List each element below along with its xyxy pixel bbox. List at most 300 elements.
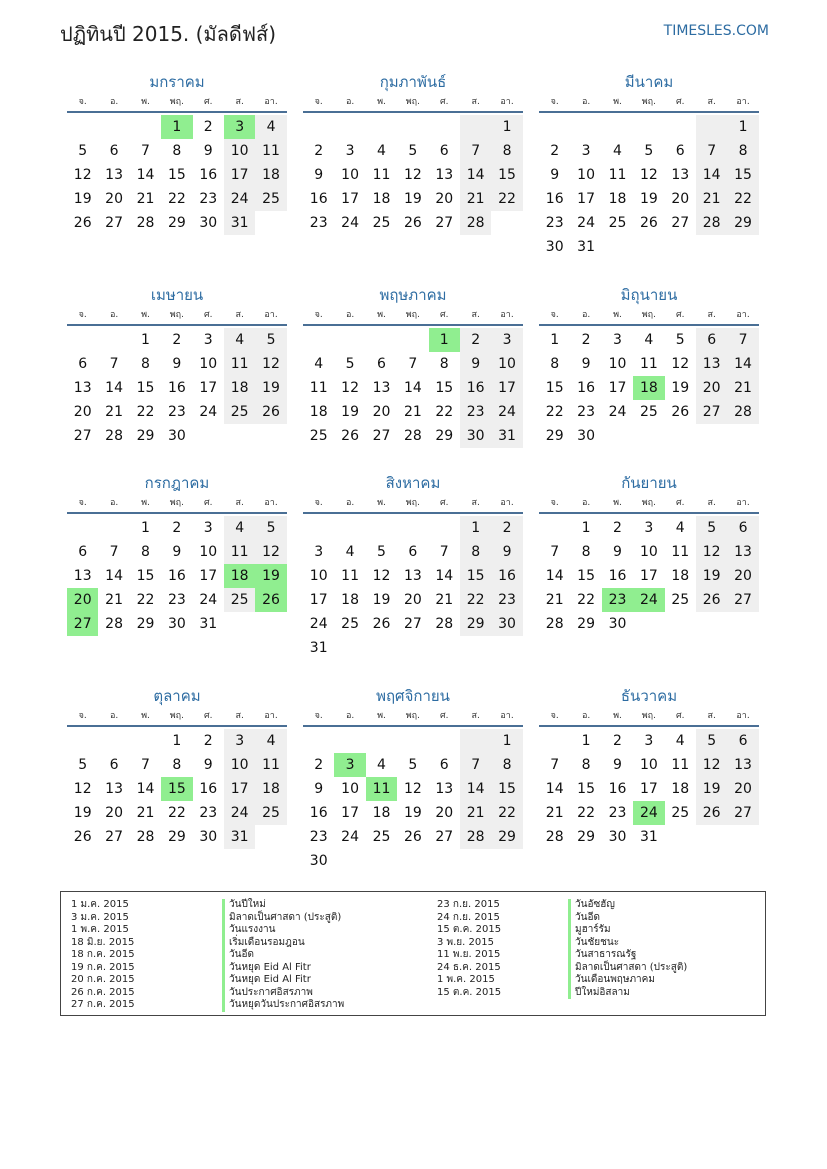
day-cell: 28 — [105, 428, 123, 444]
day-cell: 30 — [577, 428, 595, 444]
day-empty — [397, 729, 428, 753]
day-cell: 5 — [675, 332, 685, 348]
day-cell: 1 — [550, 332, 560, 348]
day-grid — [67, 328, 287, 448]
page-title: ปฏิทินปี 2015. (มัลดีฟส์) — [60, 22, 277, 46]
day-cell: 25 — [639, 404, 658, 420]
day-cell: 17 — [199, 568, 218, 584]
weekday-label: พ. — [377, 97, 386, 107]
day-cell: 23 — [491, 588, 522, 612]
day-cell: 16 — [199, 167, 218, 183]
day-cell: 4 — [345, 544, 355, 560]
day-cell: 5 — [408, 757, 418, 773]
day-cell: 6 — [727, 516, 758, 540]
day-cell: 8 — [491, 139, 522, 163]
day-cell: 5 — [345, 356, 355, 372]
day-cell: 19 — [671, 380, 690, 396]
day-empty — [633, 115, 664, 139]
weekday-label: ส. — [707, 310, 716, 320]
day-cell: 18 — [341, 592, 359, 608]
day-cell: 13 — [696, 352, 727, 376]
day-empty — [67, 328, 98, 352]
day-cell-holiday: 1 — [161, 115, 192, 139]
day-cell: 14 — [105, 568, 123, 584]
day-empty — [397, 328, 428, 352]
day-cell: 8 — [172, 143, 182, 159]
day-cell: 14 — [105, 380, 123, 396]
legend-date: 20 ก.ค. 2015 — [71, 974, 135, 985]
day-cell: 27 — [73, 428, 92, 444]
day-cell: 12 — [639, 167, 658, 183]
day-cell: 12 — [372, 568, 391, 584]
day-cell: 6 — [408, 544, 418, 560]
day-cell: 3 — [644, 520, 654, 536]
weekday-label: พฤ. — [641, 711, 656, 721]
month-name: เมษายน — [150, 286, 204, 304]
day-cell: 12 — [696, 540, 727, 564]
day-cell: 31 — [199, 616, 218, 632]
day-cell: 9 — [203, 757, 213, 773]
day-cell: 15 — [167, 167, 186, 183]
day-cell: 26 — [73, 215, 92, 231]
day-empty — [98, 328, 129, 352]
day-cell: 19 — [696, 564, 727, 588]
day-cell: 4 — [644, 332, 654, 348]
day-cell: 13 — [435, 781, 454, 797]
day-cell: 9 — [613, 757, 622, 773]
day-cell: 19 — [73, 191, 92, 207]
weekday-label: พ. — [141, 97, 150, 107]
legend-holiday-name: วันอัซฮัญ — [568, 899, 687, 912]
day-empty — [696, 115, 727, 139]
legend-date: 23 ก.ย. 2015 — [437, 899, 500, 910]
day-cell: 22 — [577, 592, 595, 608]
day-cell: 14 — [545, 568, 564, 584]
day-cell: 13 — [403, 568, 422, 584]
day-empty — [397, 115, 428, 139]
day-cell: 2 — [314, 757, 324, 773]
day-cell: 1 — [491, 729, 522, 753]
month-11 — [303, 685, 523, 873]
weekday-label: อา. — [264, 97, 278, 107]
day-cell: 6 — [439, 757, 449, 773]
weekday-label: อ. — [581, 711, 591, 721]
month-name: มีนาคม — [624, 73, 674, 91]
day-cell: 27 — [727, 588, 758, 612]
day-cell: 6 — [727, 729, 758, 753]
weekday-label: จ. — [78, 711, 87, 721]
legend-date: 15 ต.ค. 2015 — [437, 924, 502, 935]
day-cell: 12 — [255, 352, 286, 376]
day-cell: 15 — [577, 781, 595, 797]
day-cell: 9 — [314, 781, 324, 797]
day-cell: 10 — [639, 757, 658, 773]
day-cell-holiday: 24 — [633, 588, 664, 612]
day-cell: 29 — [167, 829, 186, 845]
day-cell: 15 — [727, 163, 758, 187]
day-cell: 9 — [314, 167, 324, 183]
day-cell: 29 — [491, 825, 522, 849]
weekday-label: อา. — [736, 711, 750, 721]
day-cell: 30 — [608, 616, 627, 632]
weekday-label: พฤ. — [405, 498, 420, 508]
weekday-label: อ. — [109, 310, 119, 320]
day-cell: 23 — [309, 215, 328, 231]
day-empty — [98, 729, 129, 753]
day-cell: 2 — [460, 328, 491, 352]
day-cell: 11 — [309, 380, 328, 396]
day-cell: 3 — [224, 729, 255, 753]
day-cell: 13 — [105, 781, 123, 797]
day-empty — [67, 115, 98, 139]
day-cell: 27 — [727, 801, 758, 825]
day-cell: 21 — [105, 592, 123, 608]
day-cell: 7 — [696, 139, 727, 163]
day-cell: 16 — [460, 376, 491, 400]
day-cell: 4 — [255, 115, 286, 139]
legend-holiday-name: วันอีด — [568, 912, 687, 925]
day-cell: 31 — [309, 640, 328, 656]
day-cell: 16 — [608, 568, 627, 584]
day-cell: 24 — [224, 801, 255, 825]
day-cell: 26 — [671, 404, 690, 420]
day-cell: 12 — [255, 540, 286, 564]
day-cell: 23 — [309, 829, 328, 845]
day-empty — [602, 115, 633, 139]
weekday-label: ศ. — [203, 498, 213, 508]
weekday-label: พฤ. — [169, 498, 184, 508]
month-name: สิงหาคม — [385, 474, 441, 492]
weekday-label: จ. — [78, 310, 87, 320]
day-cell: 31 — [224, 211, 255, 235]
weekday-label: พ. — [377, 498, 386, 508]
day-cell-holiday: 19 — [255, 564, 286, 588]
day-cell: 16 — [167, 568, 186, 584]
day-cell: 15 — [136, 568, 155, 584]
day-cell: 20 — [671, 191, 690, 207]
legend-names-2 — [568, 899, 687, 999]
day-cell: 24 — [224, 187, 255, 211]
day-cell: 2 — [581, 332, 591, 348]
weekday-label: ส. — [471, 97, 480, 107]
day-cell: 9 — [203, 143, 213, 159]
day-cell: 12 — [403, 167, 422, 183]
day-cell: 2 — [613, 520, 622, 536]
day-cell: 14 — [460, 163, 491, 187]
day-cell: 24 — [341, 215, 359, 231]
weekday-label: อา. — [500, 97, 514, 107]
day-cell: 19 — [403, 805, 422, 821]
day-cell: 6 — [109, 757, 119, 773]
day-cell: 1 — [727, 115, 758, 139]
legend-holiday-name: มิลาดเป็นศาสดา (ประสูติ) — [568, 962, 687, 975]
day-grid — [303, 328, 523, 448]
day-cell: 8 — [727, 139, 758, 163]
day-cell: 17 — [639, 781, 658, 797]
day-cell-holiday: 3 — [334, 753, 365, 777]
weekday-label: พฤ. — [169, 711, 184, 721]
weekday-label: ส. — [471, 711, 480, 721]
day-cell: 21 — [105, 404, 123, 420]
day-cell: 5 — [78, 143, 88, 159]
day-cell: 6 — [439, 143, 449, 159]
day-cell: 23 — [167, 592, 186, 608]
day-cell: 6 — [696, 328, 727, 352]
day-cell: 22 — [136, 404, 155, 420]
day-cell-holiday: 26 — [255, 588, 286, 612]
day-cell: 12 — [73, 167, 92, 183]
day-cell: 10 — [577, 167, 595, 183]
day-cell: 27 — [435, 215, 454, 231]
legend-holiday-name: วันอีด — [222, 949, 344, 962]
day-cell: 22 — [435, 404, 454, 420]
day-cell: 10 — [341, 781, 359, 797]
day-empty — [130, 115, 161, 139]
day-cell: 7 — [408, 356, 418, 372]
day-cell: 1 — [581, 733, 591, 749]
day-cell: 10 — [224, 753, 255, 777]
weekday-label: พ. — [141, 711, 150, 721]
legend-holiday-name: ปีใหม่อิสลาม — [568, 987, 687, 1000]
day-cell: 14 — [136, 167, 155, 183]
day-cell: 10 — [199, 544, 218, 560]
month-7 — [67, 472, 287, 636]
day-cell: 23 — [199, 805, 218, 821]
day-cell: 28 — [435, 616, 454, 632]
day-cell: 26 — [403, 829, 422, 845]
day-cell: 26 — [73, 829, 92, 845]
day-cell: 18 — [671, 568, 690, 584]
day-cell: 9 — [550, 167, 560, 183]
legend-date: 15 ต.ค. 2015 — [437, 986, 502, 998]
day-cell: 22 — [577, 805, 595, 821]
day-cell: 6 — [78, 356, 88, 372]
day-cell: 24 — [199, 404, 218, 420]
weekday-label: พ. — [377, 310, 386, 320]
day-empty — [366, 516, 397, 540]
day-cell: 11 — [224, 540, 255, 564]
day-cell: 3 — [581, 143, 591, 159]
weekday-label: พฤ. — [641, 498, 656, 508]
day-cell: 23 — [460, 400, 491, 424]
day-cell: 31 — [224, 825, 255, 849]
day-cell: 12 — [671, 356, 690, 372]
day-cell: 8 — [439, 356, 449, 372]
day-cell: 8 — [550, 356, 560, 372]
day-cell: 21 — [696, 187, 727, 211]
site-link[interactable]: TIMESLES.COM — [663, 23, 769, 39]
day-cell: 1 — [141, 520, 150, 536]
day-cell: 29 — [460, 612, 491, 636]
day-cell: 4 — [224, 516, 255, 540]
weekday-label: อา. — [736, 310, 750, 320]
day-empty — [366, 729, 397, 753]
day-cell: 6 — [675, 143, 685, 159]
legend-holiday-name: วันปีใหม่ — [222, 899, 344, 912]
day-cell: 25 — [224, 400, 255, 424]
day-cell: 23 — [608, 805, 627, 821]
day-cell: 9 — [172, 356, 182, 372]
day-cell: 6 — [377, 356, 386, 372]
weekday-label: พ. — [141, 310, 150, 320]
day-cell: 5 — [255, 328, 286, 352]
day-cell: 25 — [255, 187, 286, 211]
weekday-label: พฤ. — [405, 97, 420, 107]
day-cell: 2 — [550, 143, 560, 159]
day-cell: 19 — [255, 376, 286, 400]
day-empty — [334, 328, 365, 352]
weekday-label: อ. — [109, 97, 119, 107]
day-cell: 31 — [639, 829, 658, 845]
day-cell: 2 — [172, 520, 182, 536]
day-cell: 12 — [696, 753, 727, 777]
weekday-header — [539, 93, 759, 113]
day-cell: 5 — [78, 757, 88, 773]
weekday-label: พ. — [377, 711, 386, 721]
day-cell: 16 — [608, 781, 627, 797]
day-cell: 9 — [460, 352, 491, 376]
day-cell: 15 — [136, 380, 155, 396]
weekday-label: อ. — [345, 97, 355, 107]
legend-date: 24 ธ.ค. 2015 — [437, 961, 501, 973]
weekday-label: จ. — [550, 97, 559, 107]
day-cell: 14 — [435, 568, 454, 584]
weekday-label: อา. — [500, 711, 514, 721]
day-cell: 25 — [372, 215, 391, 231]
weekday-label: อ. — [345, 498, 355, 508]
day-cell: 26 — [372, 616, 391, 632]
day-cell: 12 — [73, 781, 92, 797]
legend-holiday-name: วันหยุดวันประกาศอิสรภาพ — [222, 999, 344, 1012]
day-cell: 20 — [435, 805, 454, 821]
day-cell: 25 — [671, 592, 690, 608]
day-cell: 25 — [255, 801, 286, 825]
day-cell: 28 — [105, 616, 123, 632]
day-cell: 29 — [577, 616, 595, 632]
day-cell: 22 — [460, 588, 491, 612]
day-cell: 18 — [372, 805, 391, 821]
day-cell: 13 — [105, 167, 123, 183]
day-cell: 30 — [199, 829, 218, 845]
day-cell: 11 — [255, 139, 286, 163]
day-cell-holiday: 20 — [67, 588, 98, 612]
day-cell: 15 — [545, 380, 564, 396]
day-cell: 17 — [577, 191, 595, 207]
day-cell: 14 — [696, 163, 727, 187]
day-cell: 28 — [727, 400, 758, 424]
month-4 — [67, 284, 287, 448]
day-cell: 7 — [550, 544, 560, 560]
day-cell: 23 — [577, 404, 595, 420]
day-cell: 11 — [671, 757, 690, 773]
day-cell: 30 — [608, 829, 627, 845]
legend-dates-2 — [437, 899, 501, 999]
weekday-label: ส. — [235, 97, 244, 107]
day-cell: 30 — [309, 853, 328, 869]
day-cell: 2 — [203, 119, 213, 135]
day-cell: 17 — [199, 380, 218, 396]
day-cell: 18 — [608, 191, 627, 207]
day-cell: 11 — [255, 753, 286, 777]
day-grid — [67, 115, 287, 235]
month-2 — [303, 71, 523, 235]
day-cell: 7 — [727, 328, 758, 352]
day-cell: 17 — [639, 568, 658, 584]
day-cell: 13 — [73, 568, 92, 584]
day-cell: 6 — [109, 143, 119, 159]
day-cell: 13 — [435, 167, 454, 183]
day-cell: 10 — [309, 568, 328, 584]
day-cell: 15 — [491, 163, 522, 187]
day-cell: 22 — [491, 801, 522, 825]
day-cell: 13 — [727, 540, 758, 564]
month-6 — [539, 284, 759, 448]
day-cell: 4 — [675, 733, 685, 749]
day-cell: 9 — [613, 544, 622, 560]
legend-holiday-name: วันประกาศอิสรภาพ — [222, 987, 344, 1000]
weekday-label: ส. — [235, 310, 244, 320]
day-cell-holiday: 23 — [602, 588, 633, 612]
day-empty — [67, 729, 98, 753]
day-cell: 27 — [696, 400, 727, 424]
day-cell: 26 — [403, 215, 422, 231]
day-cell: 11 — [224, 352, 255, 376]
day-cell: 13 — [671, 167, 690, 183]
day-cell: 11 — [608, 167, 627, 183]
day-cell: 21 — [460, 187, 491, 211]
month-name: ตุลาคม — [153, 687, 201, 705]
day-grid — [303, 729, 523, 873]
day-empty — [460, 729, 491, 753]
day-cell: 21 — [545, 805, 564, 821]
day-cell: 14 — [460, 777, 491, 801]
day-cell: 28 — [403, 428, 422, 444]
month-name: มกราคม — [149, 73, 205, 91]
day-cell: 25 — [608, 215, 627, 231]
day-cell: 30 — [545, 239, 564, 255]
day-cell: 27 — [671, 215, 690, 231]
weekday-header — [67, 93, 287, 113]
day-grid — [539, 516, 759, 636]
day-cell: 28 — [545, 829, 564, 845]
day-cell: 20 — [105, 191, 123, 207]
day-cell: 29 — [136, 428, 155, 444]
weekday-label: ส. — [235, 711, 244, 721]
day-empty — [539, 729, 570, 753]
day-grid — [67, 516, 287, 636]
day-cell: 2 — [491, 516, 522, 540]
day-cell-holiday: 11 — [366, 777, 397, 801]
day-empty — [67, 516, 98, 540]
weekday-label: อา. — [500, 498, 514, 508]
day-cell: 22 — [136, 592, 155, 608]
day-empty — [303, 516, 334, 540]
day-cell: 8 — [172, 757, 182, 773]
day-cell: 15 — [435, 380, 454, 396]
day-cell: 15 — [577, 568, 595, 584]
day-cell: 19 — [403, 191, 422, 207]
day-empty — [98, 516, 129, 540]
day-cell: 26 — [696, 588, 727, 612]
day-cell: 30 — [167, 616, 186, 632]
day-cell: 22 — [727, 187, 758, 211]
legend-holiday-name: วันสาธารณรัฐ — [568, 949, 687, 962]
day-cell: 16 — [199, 781, 218, 797]
weekday-label: พ. — [613, 97, 622, 107]
day-cell: 9 — [491, 540, 522, 564]
day-cell: 1 — [581, 520, 591, 536]
legend-date: 18 มิ.ย. 2015 — [71, 936, 135, 948]
